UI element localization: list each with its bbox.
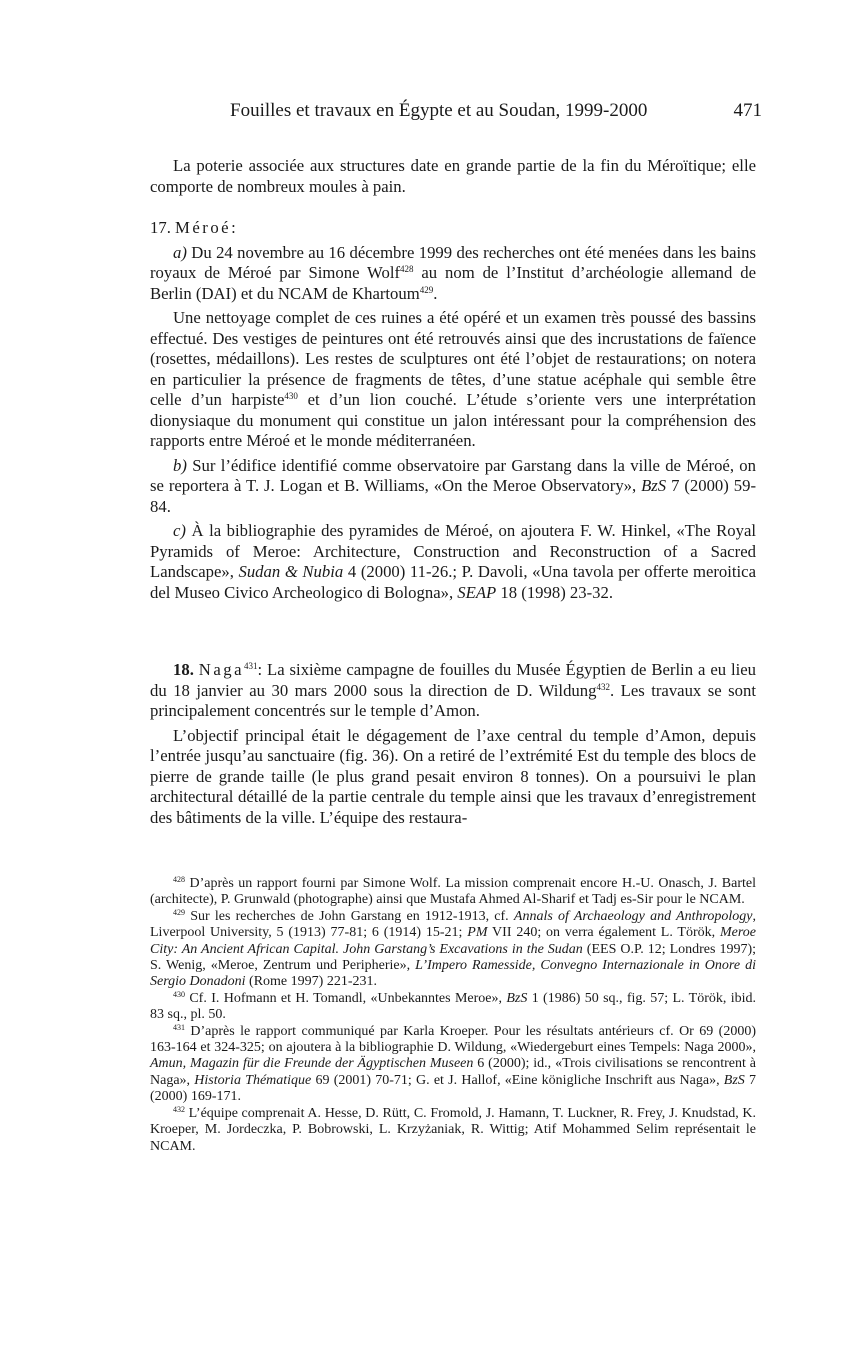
running-head — [150, 99, 762, 123]
footnote-429-text2: , Liverpool University, 5 (1913) 77-81; 6 (1914) 15-21; — [150, 908, 757, 941]
footnote-431-journal2: Historia Thématique — [194, 1072, 312, 1088]
footnote-431-text4: 7 (2000) 169-171. — [150, 1072, 756, 1105]
footnote-430-text2: 1 (1986) 50 sq., fig. 57; L. Török, ibid. 83 sq., pl. 50. — [150, 990, 756, 1023]
section-17-paragraph-2 — [150, 308, 756, 452]
section-18-paragraph-2: L’objectif principal était le dégagement de l’axe central du temple d’Amon, depuis l’entrée jusqu’au sanctuaire (fig. 36). On a retiré de l’extrémité Est du temple des blocs de pierre de grande taille (le plus grand pesait environ 8 tonnes). On a poursuivi le plan architectural détaillé de la partie centrale du temple ainsi que les travaux d’enregistrement des bâtiments de la ville. L’équipe des restaura- — [150, 725, 756, 827]
section-18-paragraph-1 — [150, 660, 756, 722]
footnote-431-journal1: Amun, Magazin für die Freunde der Ägyptischen Museen — [150, 1056, 474, 1072]
footnote-429-text3: VII 240; on verra également L. Török, — [487, 925, 720, 941]
s17a-text2: au nom de l’Institut d’archéologie allemand de Berlin (DAI) et du NCAM de Khartoum — [150, 263, 756, 303]
footnote-432-number: 432 — [173, 1104, 185, 1114]
footnote-431-text3: 69 (2001) 70-71; G. et J. Hallof, «Eine königliche Inschrift aus Naga», — [311, 1072, 724, 1088]
s17a-text1: Du 24 novembre au 16 décembre 1999 des recherches ont été menées dans les bains royaux de Méroé par Simone Wolf — [150, 242, 756, 282]
footnotes — [150, 876, 756, 1155]
s17b-text1: Sur l’édifice identifié comme observatoire par Garstang dans la ville de Méroé, on se reportera à T. J. Logan et B. Williams, «On the Meroe Observatory», — [150, 455, 756, 495]
s17a-text3: . — [433, 283, 438, 303]
section-17-paragraph-c — [150, 521, 756, 603]
footnote-431-text1: D’après le rapport communiqué par Karla Kroeper. Pour les résultats antérieurs cf. Or 69 (2000) 163-164 et 324-325; on ajoutera à la bibliographie D. Wildung, «Wiedergeburt eines Tempels: Naga 2000», — [150, 1023, 756, 1056]
s17c-text1: À la bibliographie des pyramides de Méroé, on ajoutera F. W. Hinkel, «The Royal Pyramids of Meroe: Architecture, Construction and Reconstruction of a Sacred Landscape», — [150, 521, 756, 581]
section-17 — [150, 218, 756, 603]
footnote-ref-431[interactable]: 431 — [244, 661, 258, 671]
s17c-journal1: Sudan & Nubia — [238, 562, 344, 581]
footnote-429-journal1: Annals of Archaeology and Anthropology — [513, 908, 753, 924]
label-a: a) — [173, 242, 187, 262]
s18-text1: : La sixième campagne de fouilles du Musée Égyptien de Berlin a eu lieu du 18 janvier au 30 mars 2000 sous la direction de D. Wildung — [150, 660, 757, 700]
footnote-ref-432[interactable]: 432 — [596, 681, 610, 692]
running-title: Fouilles et travaux en Égypte et au Soudan, 1999-2000 — [230, 100, 648, 121]
section-17-paragraph-b — [150, 456, 756, 518]
label-c: c) — [173, 521, 186, 540]
footnote-431 — [150, 1024, 756, 1106]
label-b: b) — [173, 455, 187, 475]
footnote-428-number: 428 — [173, 875, 185, 884]
s17p2-text1: Une nettoyage complet de ces ruines a été opéré et un examen très poussé des bassins effectué. Des vestiges de peintures ont été retrouvés ainsi que des incrustations de faïence (rosettes, médaillons). Les restes de sculptures ont été l’objet de restaurations; on notera en particulier la présence de fragments de têtes, d’une statue acéphale qui semble être celle d’un harpiste — [150, 308, 756, 409]
footnote-ref-430[interactable]: 430 — [284, 391, 298, 401]
footnote-432-text: L’équipe comprenait A. Hesse, D. Rütt, C. Fromold, J. Hamann, T. Luckner, R. Frey, J. Knudstad, K. Kroeper, M. Jordeczka, P. Bobrowski, L. Krzyżaniak, R. Wittig; Atif Mohammed Selim représentait le NCAM. — [150, 1105, 756, 1154]
footnote-429 — [150, 909, 756, 991]
section-18 — [150, 660, 756, 828]
footnote-429-number: 429 — [173, 907, 185, 917]
footnote-431-number: 431 — [173, 1022, 185, 1032]
footnote-431-journal3: BzS — [723, 1072, 745, 1088]
s17b-text2: 7 (2000) 59-84. — [150, 476, 757, 516]
body-text-intro — [150, 156, 756, 197]
s17c-text3: 18 (1998) 23-32. — [496, 582, 614, 602]
footnote-430-text1: Cf. I. Hofmann et H. Tomandl, «Unbekanntes Meroe», — [185, 990, 507, 1006]
s17p2-text2: et d’un lion couché. L’étude s’oriente vers une interprétation dionysiaque du monument qui constitue un jalon intéressant pour la compréhension des rapports entre Méroé et le monde méditerranéen. — [150, 390, 756, 450]
footnote-431-text2: 6 (2000); id., «Trois civilisations se rencontrent à Naga», — [150, 1056, 756, 1088]
paragraph-intro: La poterie associée aux structures date en grande partie de la fin du Méroïtique; elle comporte de nombreux moules à pain. — [150, 156, 756, 196]
section-17-heading — [150, 218, 756, 239]
footnote-429-book: Meroe City: An Ancient African Capital. John Garstang’s Excavations in the Sudan — [150, 925, 756, 957]
s17c-journal2: SEAP — [457, 582, 497, 602]
footnote-429-text4: (EES O.P. 12; Londres 1997); S. Wenig, «Meroe, Zentrum und Peripherie», — [150, 941, 756, 974]
section-17-title: Méroé: — [175, 218, 239, 237]
footnote-429-book2: L’Impero Ramesside, Convegno Internazionale in Onore di Sergio Donadoni — [150, 958, 756, 990]
s17c-text2: 4 (2000) 11-26.; P. Davoli, «Una tavola per offerte meroitica del Museo Civico Archeologico di Bologna», — [150, 562, 756, 602]
footnote-430 — [150, 991, 756, 1024]
section-17-paragraph-a — [150, 243, 756, 305]
footnote-ref-429[interactable]: 429 — [419, 284, 434, 295]
footnote-428 — [150, 876, 756, 909]
section-17-number: 17. — [150, 218, 171, 237]
footnote-430-journal: BzS — [506, 990, 528, 1006]
section-18-title: Naga — [198, 660, 244, 679]
s18-text2: . Les travaux se sont principalement concentrés sur le temple d’Amon. — [150, 680, 756, 720]
footnote-428-text: D’après un rapport fourni par Simone Wolf. La mission comprenait encore H.-U. Onasch, J. Bartel (architecte), P. Grunwald (photographe) ainsi que Mustafa Ahmed Al-Sharif et Tadj es-Sir pour le NCAM. — [150, 876, 756, 908]
s17b-journal: BzS — [641, 476, 667, 495]
footnote-429-pm: PM — [467, 925, 488, 941]
page-number: 471 — [733, 100, 762, 121]
footnote-432 — [150, 1106, 756, 1155]
footnote-ref-428[interactable]: 428 — [400, 264, 414, 274]
footnote-429-text5: (Rome 1997) 221-231. — [245, 974, 377, 990]
footnote-429-text1: Sur les recherches de John Garstang en 1912-1913, cf. — [185, 908, 514, 924]
section-18-number: 18. — [173, 660, 194, 679]
footnote-430-number: 430 — [173, 989, 185, 999]
